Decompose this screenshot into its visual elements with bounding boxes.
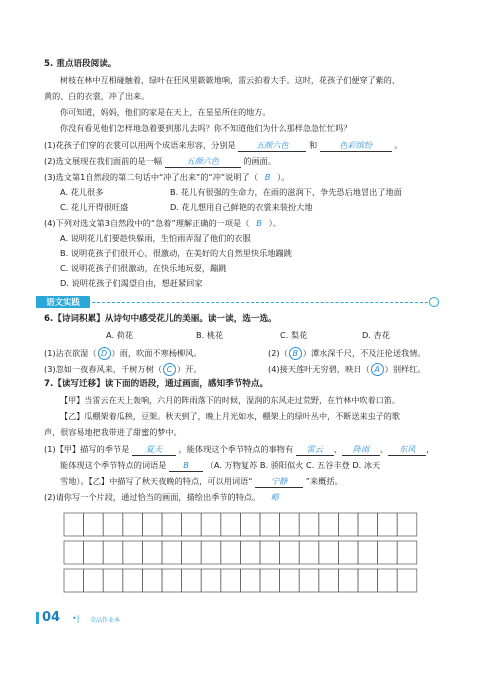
q5-sub4-option-d: D. 说明花孩子们渴望自由，想赶紧回家: [60, 278, 203, 288]
q5-sub1-answer-1[interactable]: 五颜六色: [238, 140, 306, 152]
grid-cell[interactable]: [299, 541, 319, 564]
grid-cell[interactable]: [299, 569, 319, 592]
section-end-circle-icon: [429, 297, 439, 307]
q5-sub2-answer[interactable]: 五颜六色: [165, 156, 241, 168]
grid-cell[interactable]: [397, 513, 417, 536]
grid-cell[interactable]: [221, 569, 241, 592]
q5-sub3-option-b: B. 花儿有很强的生命力，在雨的滋润下，争先恐后地冒出了地面: [170, 187, 402, 197]
q7-passage-yi-a: 【乙】瓜棚架着瓜秧，豆架。秋天到了，晚上月光如水，棚架上的绿叶丛中，不断送来虫子的歌: [60, 411, 400, 421]
grid-cell[interactable]: [260, 541, 280, 564]
q6-item1-prompt: (1)沾衣欲湿（: [44, 348, 97, 358]
grid-cell[interactable]: [397, 541, 417, 564]
grid-cell[interactable]: [240, 513, 260, 536]
q7-sub2: [44, 492, 279, 503]
footer-page-number: 04: [42, 610, 61, 625]
grid-cell[interactable]: [260, 513, 280, 536]
q5-sub3-answer[interactable]: B: [264, 172, 271, 182]
q6-line-1b: [268, 347, 426, 360]
q5-sub3-end: ）。: [277, 172, 290, 182]
grid-cell[interactable]: [319, 513, 339, 536]
grid-cell[interactable]: [64, 569, 84, 592]
grid-cell[interactable]: [338, 513, 358, 536]
q7-sub1-line2: [60, 460, 380, 472]
q6-option-a: A. 荷花: [106, 330, 134, 340]
grid-cell[interactable]: [103, 513, 123, 536]
grid-cell[interactable]: [299, 513, 319, 536]
grid-cell[interactable]: [378, 541, 398, 564]
q7-passage-yi-b: 声，很容易地把我带进了甜蜜的梦中。: [44, 427, 182, 437]
q5-sub4-option-c: C. 说明花孩子们很激动，在快乐地玩耍，蹦跳: [60, 263, 227, 273]
grid-cell[interactable]: [64, 513, 84, 536]
grid-cell[interactable]: [84, 569, 104, 592]
q7-sub2-answer[interactable]: 略: [270, 492, 280, 502]
q5-sub4-prompt: (4)下列对选文第3自然段中的“急着”理解正确的一项是（: [44, 218, 250, 228]
grid-cell[interactable]: [162, 513, 182, 536]
q6-item1-answer[interactable]: D: [98, 347, 111, 360]
q7-sub1-autumn-end: ”来概括。: [305, 476, 343, 486]
q7-sub1-season-answer[interactable]: 夏天: [132, 444, 176, 456]
grid-cell[interactable]: [338, 569, 358, 592]
q5-sub4: [44, 218, 281, 229]
grid-cell[interactable]: [358, 569, 378, 592]
grid-cell[interactable]: [319, 541, 339, 564]
q5-sub4-option-a: A. 说明花儿们要趁快躲雨，生怕雨弄湿了他们的衣服: [60, 233, 251, 243]
q5-sub3-option-d: D. 花儿想用自己鲜艳的衣裳来装扮大地: [170, 202, 313, 212]
grid-cell[interactable]: [260, 569, 280, 592]
q5-paragraph-3: 你没有看见他们怎样地急着要到那儿去吗？你不知道他们为什么那样急急忙忙吗？: [60, 123, 352, 133]
q7-sub1: [44, 444, 434, 456]
q7-sub2-prompt: (2)请你写一个片段，通过恰当的画面，描绘出季节的特点。: [44, 492, 261, 502]
grid-cell[interactable]: [84, 541, 104, 564]
grid-cell[interactable]: [103, 541, 123, 564]
q6-option-d: D. 杏花: [362, 330, 390, 340]
q5-sub1-end: 。: [394, 140, 403, 150]
q6-line-2b: [268, 363, 426, 376]
grid-cell[interactable]: [182, 569, 202, 592]
grid-cell[interactable]: [123, 513, 143, 536]
grid-cell[interactable]: [221, 541, 241, 564]
q6-item4-prompt: (4)接天莲叶无穷碧，映日（: [268, 364, 370, 374]
q6-line-2: [44, 363, 202, 376]
q6-item3-end: ）开。: [177, 364, 202, 374]
q5-sub2-prompt: (2)选文展现在我们面前的是一幅: [44, 156, 163, 166]
q5-sub3-option-a: A. 花儿很多: [60, 187, 104, 197]
q5-sub4-answer[interactable]: B: [256, 218, 262, 228]
q7-sub1-prompt: (1)【甲】描写的季节是: [44, 444, 130, 454]
grid-cell[interactable]: [162, 541, 182, 564]
q5-sub2-end: 的画面。: [243, 156, 277, 166]
q7-sub1-thing-3[interactable]: 东风: [388, 444, 426, 456]
q5-paragraph-2: 你可知道，妈妈，他们的家是在天上，在星星所住的地方。: [60, 107, 271, 117]
grid-cell[interactable]: [280, 513, 300, 536]
grid-cell[interactable]: [319, 569, 339, 592]
q7-title: 7.【读写迁移】读下面的语段，通过画面，感知季节特点。: [44, 379, 269, 389]
q6-item1-end: ）雨，吹面不寒杨柳风。: [111, 348, 202, 358]
writing-grid[interactable]: [63, 512, 419, 596]
q5-sub4-option-b: B. 说明花孩子们很开心，很激动，在美好的大自然里快乐地蹦跳: [60, 248, 292, 258]
q7-sub1-thing-1[interactable]: 雷云: [296, 444, 334, 456]
q7-sub1-line3: [60, 476, 343, 488]
grid-cell[interactable]: [358, 541, 378, 564]
q7-sub1-mid: ，能体现这个季节特点的事物有: [178, 444, 294, 454]
q5-sub3-option-c: C. 花儿开得很旺盛: [60, 202, 129, 212]
q7-sub1-word-prompt: 能体现这个季节特点的词语是: [60, 460, 167, 470]
q7-passage-jia: 【甲】当雷云在天上轰响，六月的阵雨落下的时候，湿润的东风走过荒野，在竹林中吹着口笛。: [60, 395, 400, 405]
grid-cell[interactable]: [397, 569, 417, 592]
q7-sub1-sep-2: 、: [379, 444, 389, 454]
q7-sub1-thing-2[interactable]: 阵雨: [342, 444, 380, 456]
q6-item2-prompt: (2)（: [268, 348, 288, 358]
q6-item4-end: ）别样红。: [384, 364, 426, 374]
footer-separator: •|: [72, 614, 80, 623]
q6-line-1: [44, 347, 202, 360]
grid-cell[interactable]: [201, 569, 221, 592]
grid-cell[interactable]: [201, 513, 221, 536]
grid-cell[interactable]: [142, 569, 162, 592]
q5-title: 5. 重点语段阅读。: [44, 59, 117, 69]
q5-paragraph-1a: 树枝在林中互相碰触着，绿叶在狂风里簌簌地响，雷云拍着大手。这时，花孩子们便穿了紫的、: [60, 75, 400, 85]
q5-sub3: [44, 172, 289, 183]
grid-cell[interactable]: [162, 569, 182, 592]
q5-sub3-prompt: (3)选文第1自然段的第二句话中“冲了出来”的“冲”说明了（: [44, 172, 258, 182]
grid-cell[interactable]: [142, 513, 162, 536]
q6-item2-answer[interactable]: B: [289, 347, 302, 360]
q5-paragraph-1b: 黄的、白的衣裳，冲了出来。: [44, 91, 150, 101]
grid-cell[interactable]: [378, 569, 398, 592]
q6-item2-end: ）潭水深千尺，不及汪伦送我情。: [302, 348, 426, 358]
grid-cell[interactable]: [280, 541, 300, 564]
footer-accent-bar: [36, 612, 39, 624]
q6-option-c: C. 梨花: [280, 330, 308, 340]
grid-cell[interactable]: [123, 569, 143, 592]
grid-cell[interactable]: [358, 513, 378, 536]
q7-sub1-word-answer[interactable]: B: [169, 460, 203, 472]
q5-sub2: [44, 156, 276, 168]
section-label: 语文实践: [36, 296, 90, 308]
grid-cell[interactable]: [182, 513, 202, 536]
q6-item3-answer[interactable]: C: [163, 363, 176, 376]
q7-sub1-autumn-answer[interactable]: 宁静: [255, 476, 303, 488]
q6-item3-prompt: (3)忽如一夜春风来，千树万树（: [44, 364, 163, 374]
grid-cell[interactable]: [142, 541, 162, 564]
section-header: [36, 296, 438, 308]
q5-sub1: [44, 140, 403, 152]
footer-series-title: 全品作业本: [90, 617, 121, 624]
grid-cell[interactable]: [338, 541, 358, 564]
q5-sub1-answer-2[interactable]: 色彩缤纷: [320, 140, 392, 152]
grid-cell[interactable]: [240, 541, 260, 564]
grid-cell[interactable]: [123, 541, 143, 564]
grid-cell[interactable]: [221, 513, 241, 536]
q6-item4-answer[interactable]: A: [371, 363, 384, 376]
q7-sub1-autumn-prompt: 雪地）。【乙】中描写了秋天夜晚的特点，可以用词语“: [60, 476, 253, 486]
grid-cell[interactable]: [64, 541, 84, 564]
q6-title: 6.【诗词积累】从诗句中感受花儿的美丽。读一读，选一选。: [44, 314, 277, 324]
q5-sub1-conj: 和: [308, 140, 318, 150]
grid-cell[interactable]: [201, 541, 221, 564]
grid-cell[interactable]: [378, 513, 398, 536]
q5-sub1-prompt: (1)花孩子们穿的衣裳可以用两个成语来形容，分别是: [44, 140, 236, 150]
grid-cell[interactable]: [280, 569, 300, 592]
grid-cell[interactable]: [182, 541, 202, 564]
grid-cell[interactable]: [103, 569, 123, 592]
section-divider: [92, 302, 428, 303]
grid-cell[interactable]: [240, 569, 260, 592]
q7-sub1-word-options: （A. 万物复苏 B. 骄阳似火 C. 五谷丰登 D. 冰天: [205, 460, 381, 470]
q6-option-b: B. 桃花: [196, 330, 224, 340]
q7-sub1-sep-1: 、: [333, 444, 342, 454]
grid-cell[interactable]: [84, 513, 104, 536]
q7-sub1-end: ，: [426, 444, 435, 454]
q5-sub4-end: ）。: [268, 218, 281, 228]
